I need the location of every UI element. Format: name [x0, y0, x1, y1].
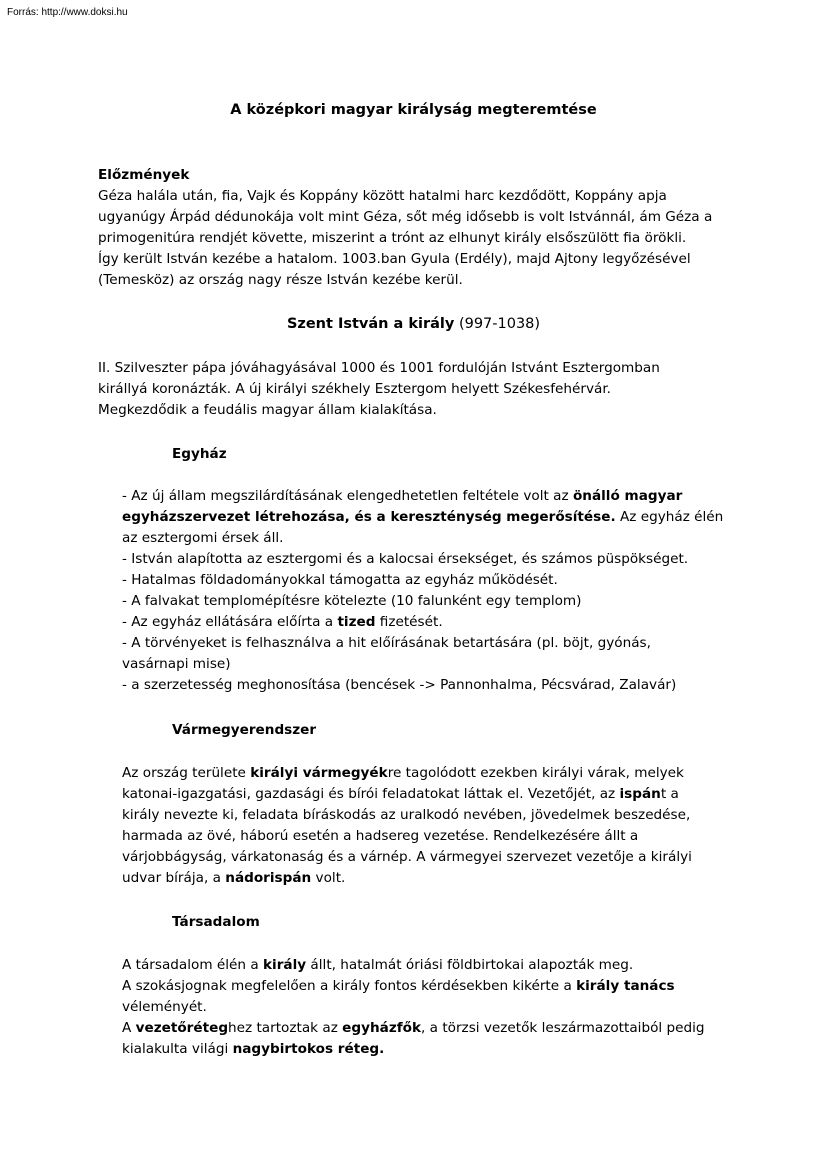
paragraph-line: - Hatalmas földadományokkal támogatta az egyház működését.	[122, 572, 558, 588]
bold-text: ispán	[619, 786, 661, 802]
section-tarsadalom	[122, 955, 705, 1060]
paragraph-line: - A törvényeket is felhasználva a hit előírásának betartására (pl. böjt, gyónás,	[122, 635, 651, 651]
paragraph-line	[122, 955, 705, 976]
paragraph-line	[122, 1018, 705, 1039]
paragraph-line: Géza halála után, fia, Vajk és Koppány között hatalmi harc kezdődött, Koppány apja	[98, 188, 667, 204]
bold-text: önálló magyar	[572, 488, 683, 504]
text: re tagolódott ezekben királyi várak, melyek	[387, 765, 684, 781]
paragraph-line: vasárnapi mise)	[122, 656, 231, 672]
bold-text: egyházszervezet létrehozása, és a kereszténység megerősítése.	[122, 509, 616, 525]
text: hez tartoztak az	[228, 1020, 343, 1036]
text: A társadalom élén a	[122, 957, 263, 973]
text: t a	[660, 786, 679, 802]
paragraph-line: (Temesköz) az ország nagy része István kezébe kerül.	[98, 272, 463, 288]
section-heading: Társadalom	[172, 914, 260, 930]
varmegye-heading	[172, 720, 316, 741]
paragraph-line: véleményét.	[122, 999, 207, 1015]
text: , a törzsi vezetők leszármazottaiból pedig	[421, 1020, 705, 1036]
section-egyhaz	[122, 486, 723, 696]
paragraph-line: - A falvakat templomépítésre kötelezte (10 falunként egy templom)	[122, 593, 582, 609]
reign-name: Szent István a király	[286, 316, 455, 332]
text: volt.	[311, 870, 346, 886]
text: udvar bírája, a	[122, 870, 226, 886]
section-elozmenyek	[98, 165, 712, 291]
paragraph-line: Így került István kezébe a hatalom. 1003.ban Gyula (Erdély), majd Ajtony legyőzésével	[98, 251, 691, 267]
bold-text: tized	[337, 614, 376, 630]
reign-years: (997-1038)	[458, 316, 541, 332]
paragraph-line: ugyanúgy Árpád dédunokája volt mint Géza, sőt még idősebb is volt Istvánnál, ám Géza a	[98, 209, 713, 225]
section-varmegye	[122, 763, 692, 889]
bold-text: vezetőréteg	[135, 1020, 229, 1036]
section-heading: Egyház	[172, 446, 227, 462]
bold-text: nagybirtokos réteg.	[232, 1041, 385, 1057]
paragraph-line: harmada az övé, háború esetén a hadsereg vezetése. Rendelkezésére állt a	[122, 828, 639, 844]
paragraph-line	[122, 507, 723, 528]
paragraph-line: primogenitúra rendjét követte, miszerint a trónt az elhunyt király elsőszülött fia örökli.	[98, 230, 687, 246]
page-title: A középkori magyar királyság megteremtése	[230, 102, 597, 118]
paragraph-line: - István alapította az esztergomi és a kalocsai érsekséget, és számos püspökséget.	[122, 551, 689, 567]
text: állt, hatalmát óriási földbirtokai alapozták meg.	[306, 957, 634, 973]
egyhaz-heading	[172, 444, 227, 465]
text: katonai-igazgatási, gazdasági és bírói feladatokat láttak el. Vezetőjét, az	[122, 786, 620, 802]
paragraph-line	[122, 784, 692, 805]
bold-text: királyi vármegyék	[250, 765, 388, 781]
bold-text: király	[263, 957, 307, 973]
source-line: Forrás: http://www.doksi.hu	[7, 7, 128, 18]
paragraph-line: várjobbágyság, várkatonaság és a várnép. A vármegyei szervezet vezetője a királyi	[122, 849, 692, 865]
paragraph-line	[122, 976, 705, 997]
paragraph-line	[122, 1039, 705, 1060]
paragraph-line	[122, 612, 723, 633]
paragraph-line	[122, 763, 692, 784]
section-heading: Vármegyerendszer	[172, 722, 317, 738]
text: kialakulta világi	[122, 1041, 233, 1057]
text: Az egyház élén	[615, 509, 724, 525]
section-intro	[98, 358, 660, 421]
paragraph-line: Megkezdődik a feudális magyar állam kialakítása.	[98, 402, 437, 418]
bold-text: király tanács	[576, 978, 675, 994]
text: fizetését.	[375, 614, 443, 630]
paragraph-line: király nevezte ki, feladata bíráskodás az uralkodó nevében, jövedelmek beszedése,	[122, 807, 691, 823]
paragraph-line	[122, 486, 723, 507]
text: A szokásjognak megfelelően a király fontos kérdésekben kikérte a	[122, 978, 577, 994]
paragraph-line: királlyá koronázták. A új királyi székhely Esztergom helyett Székesfehérvár.	[98, 381, 611, 397]
reign-heading	[0, 316, 827, 332]
text: - Az új állam megszilárdításának elengedhetetlen feltétele volt az	[122, 488, 573, 504]
paragraph-line: az esztergomi érsek áll.	[122, 530, 284, 546]
text: A	[122, 1020, 136, 1036]
paragraph-line: II. Szilveszter pápa jóváhagyásával 1000 és 1001 fordulóján Istvánt Esztergomban	[98, 360, 660, 376]
tarsadalom-heading	[172, 912, 260, 933]
paragraph-line	[122, 868, 692, 889]
bold-text: nádorispán	[225, 870, 312, 886]
bold-text: egyházfők	[342, 1020, 422, 1036]
section-heading: Előzmények	[98, 167, 190, 183]
text: - Az egyház ellátására előírta a	[122, 614, 338, 630]
text: Az ország területe	[122, 765, 251, 781]
paragraph-line: - a szerzetesség meghonosítása (bencések -> Pannonhalma, Pécsvárad, Zalavár)	[122, 677, 677, 693]
